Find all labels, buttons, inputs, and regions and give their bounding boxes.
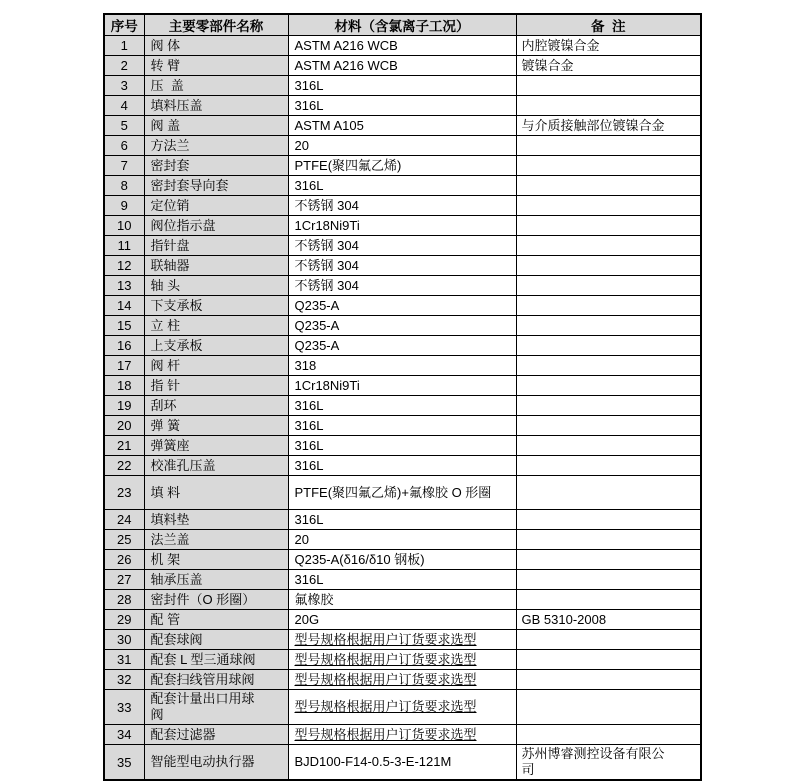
table-row [104,236,701,256]
material-cell: 不锈钢 304 [288,236,516,256]
material-cell: 型号规格根据用户订货要求选型 [288,630,516,650]
table-row [104,216,701,236]
material-cell: 20 [288,530,516,550]
remark-cell [516,196,701,216]
remark-cell [516,690,701,725]
remark-cell [516,550,701,570]
table-header [104,14,701,36]
table-row [104,276,701,296]
material-cell: 316L [288,456,516,476]
material-cell: 型号规格根据用户订货要求选型 [288,690,516,725]
row-serial-number: 28 [104,590,144,610]
row-serial-number: 14 [104,296,144,316]
table-row [104,650,701,670]
remark-cell [516,725,701,745]
part-name-cell: 配 管 [144,610,288,630]
row-serial-number: 4 [104,96,144,116]
material-cell: 20G [288,610,516,630]
header-material: 材料（含氯离子工况） [288,14,516,36]
row-serial-number: 26 [104,550,144,570]
table-row [104,96,701,116]
remark-cell [516,456,701,476]
row-serial-number: 25 [104,530,144,550]
table-row [104,630,701,650]
part-name-cell: 下支承板 [144,296,288,316]
part-name-cell: 定位销 [144,196,288,216]
row-serial-number: 10 [104,216,144,236]
table-row [104,296,701,316]
row-serial-number: 15 [104,316,144,336]
row-serial-number: 32 [104,670,144,690]
table-row [104,376,701,396]
remark-cell [516,276,701,296]
material-cell: 316L [288,96,516,116]
row-serial-number: 33 [104,690,144,725]
part-name-cell: 弹 簧 [144,416,288,436]
row-serial-number: 17 [104,356,144,376]
part-name-cell: 立 柱 [144,316,288,336]
part-name-cell: 弹簧座 [144,436,288,456]
remark-cell [516,316,701,336]
table-row [104,476,701,510]
part-name-cell: 转 臂 [144,56,288,76]
remark-cell: 苏州博睿测控设备有限公司 [516,745,701,781]
row-serial-number: 23 [104,476,144,510]
row-serial-number: 21 [104,436,144,456]
table-row [104,356,701,376]
remark-cell [516,356,701,376]
row-serial-number: 34 [104,725,144,745]
row-serial-number: 18 [104,376,144,396]
row-serial-number: 8 [104,176,144,196]
row-serial-number: 35 [104,745,144,781]
part-name-cell: 校准孔压盖 [144,456,288,476]
table-row [104,176,701,196]
table-row [104,116,701,136]
remark-cell: GB 5310-2008 [516,610,701,630]
material-cell: ASTM A105 [288,116,516,136]
row-serial-number: 29 [104,610,144,630]
remark-cell: 内腔镀镍合金 [516,36,701,56]
table-row [104,570,701,590]
table-row [104,256,701,276]
remark-cell [516,96,701,116]
material-cell: ASTM A216 WCB [288,36,516,56]
part-name-cell: 阀 体 [144,36,288,56]
row-serial-number: 11 [104,236,144,256]
material-cell: 不锈钢 304 [288,276,516,296]
material-cell: 316L [288,396,516,416]
table-row [104,336,701,356]
parts-table [103,13,702,781]
row-serial-number: 12 [104,256,144,276]
remark-cell [516,376,701,396]
row-serial-number: 31 [104,650,144,670]
table-row [104,610,701,630]
row-serial-number: 30 [104,630,144,650]
remark-cell [516,416,701,436]
table-row [104,745,701,781]
table-row [104,56,701,76]
material-cell: 1Cr18Ni9Ti [288,216,516,236]
part-name-cell: 智能型电动执行器 [144,745,288,781]
material-cell: 型号规格根据用户订货要求选型 [288,670,516,690]
header-part-name: 主要零部件名称 [144,14,288,36]
material-cell: Q235-A [288,336,516,356]
remark-cell [516,256,701,276]
material-cell: 型号规格根据用户订货要求选型 [288,725,516,745]
remark-cell [516,570,701,590]
material-cell: 316L [288,510,516,530]
part-name-cell: 指针盘 [144,236,288,256]
row-serial-number: 9 [104,196,144,216]
table-row [104,396,701,416]
part-name-cell: 上支承板 [144,336,288,356]
material-cell: Q235-A [288,296,516,316]
table-row [104,36,701,56]
remark-cell [516,510,701,530]
material-cell: PTFE(聚四氟乙烯) [288,156,516,176]
part-name-cell: 机 架 [144,550,288,570]
material-cell: 氟橡胶 [288,590,516,610]
part-name-cell: 轴 头 [144,276,288,296]
part-name-cell: 联轴器 [144,256,288,276]
row-serial-number: 2 [104,56,144,76]
row-serial-number: 24 [104,510,144,530]
table-row [104,196,701,216]
material-cell: PTFE(聚四氟乙烯)+氟橡胶 O 形圈 [288,476,516,510]
remark-cell [516,650,701,670]
remark-cell: 镀镍合金 [516,56,701,76]
row-serial-number: 3 [104,76,144,96]
material-cell: Q235-A [288,316,516,336]
table-row [104,136,701,156]
part-name-cell: 指 针 [144,376,288,396]
part-name-cell: 轴承压盖 [144,570,288,590]
material-cell: 20 [288,136,516,156]
material-cell: 316L [288,436,516,456]
material-cell: 316L [288,570,516,590]
table-row [104,725,701,745]
part-name-cell: 配套过滤器 [144,725,288,745]
material-cell: ASTM A216 WCB [288,56,516,76]
part-name-cell: 配套计量出口用球阀 [144,690,288,725]
row-serial-number: 20 [104,416,144,436]
remark-cell [516,396,701,416]
part-name-cell: 阀位指示盘 [144,216,288,236]
row-serial-number: 19 [104,396,144,416]
part-name-cell: 方法兰 [144,136,288,156]
material-cell: Q235-A(δ16/δ10 钢板) [288,550,516,570]
remark-cell [516,136,701,156]
table-row [104,690,701,725]
remark-cell [516,76,701,96]
material-cell: 316L [288,416,516,436]
material-cell: 不锈钢 304 [288,256,516,276]
table-row [104,316,701,336]
part-name-cell: 法兰盖 [144,530,288,550]
part-name-cell: 压 盖 [144,76,288,96]
remark-cell [516,336,701,356]
material-cell: 型号规格根据用户订货要求选型 [288,650,516,670]
part-name-cell: 阀 盖 [144,116,288,136]
table-row [104,550,701,570]
row-serial-number: 7 [104,156,144,176]
part-name-cell: 填料垫 [144,510,288,530]
part-name-cell: 密封套 [144,156,288,176]
remark-cell [516,436,701,456]
part-name-cell: 密封件（O 形圈） [144,590,288,610]
material-cell: 318 [288,356,516,376]
header-row [104,14,701,36]
material-cell: 316L [288,176,516,196]
material-cell: 1Cr18Ni9Ti [288,376,516,396]
table-row [104,76,701,96]
row-serial-number: 1 [104,36,144,56]
remark-cell [516,296,701,316]
part-name-cell: 阀 杆 [144,356,288,376]
remark-cell [516,630,701,650]
remark-cell [516,476,701,510]
remark-cell [516,216,701,236]
document-sheet [103,13,702,781]
remark-cell [516,176,701,196]
row-serial-number: 13 [104,276,144,296]
remark-cell [516,590,701,610]
part-name-cell: 配套球阀 [144,630,288,650]
row-serial-number: 5 [104,116,144,136]
table-row [104,416,701,436]
table-body [104,36,701,781]
part-name-cell: 密封套导向套 [144,176,288,196]
material-cell: 316L [288,76,516,96]
table-row [104,590,701,610]
table-row [104,436,701,456]
table-row [104,530,701,550]
table-row [104,156,701,176]
part-name-cell: 刮环 [144,396,288,416]
material-cell: BJD100-F14-0.5-3-E-121M [288,745,516,781]
table-row [104,456,701,476]
remark-cell: 与介质接触部位镀镍合金 [516,116,701,136]
row-serial-number: 22 [104,456,144,476]
row-serial-number: 6 [104,136,144,156]
row-serial-number: 27 [104,570,144,590]
remark-cell [516,156,701,176]
material-cell: 不锈钢 304 [288,196,516,216]
table-row [104,670,701,690]
part-name-cell: 填 料 [144,476,288,510]
table-row [104,510,701,530]
part-name-cell: 配套 L 型三通球阀 [144,650,288,670]
remark-cell [516,236,701,256]
header-remark: 备 注 [516,14,701,36]
part-name-cell: 配套扫线管用球阀 [144,670,288,690]
header-serial-number: 序号 [104,14,144,36]
part-name-cell: 填料压盖 [144,96,288,116]
remark-cell [516,670,701,690]
row-serial-number: 16 [104,336,144,356]
remark-cell [516,530,701,550]
